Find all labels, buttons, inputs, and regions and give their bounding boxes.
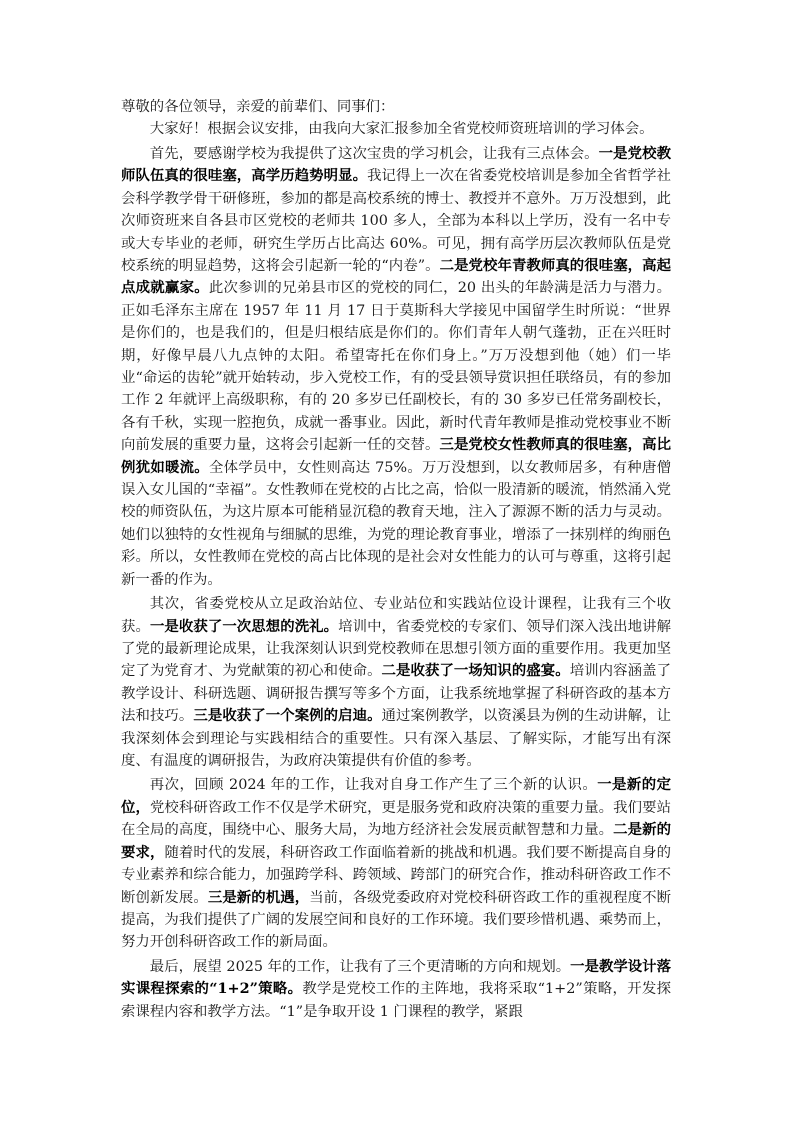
paragraph-text: 培训内容涵盖了教学设计、科研选题、调研报告撰写等多个方面，让我系统地掌握了科研咨政的基本方法和技巧。 bbox=[121, 663, 671, 725]
document-page bbox=[121, 96, 671, 1023]
body-paragraph bbox=[121, 956, 671, 1023]
key-point-heading: 三是新的机遇， bbox=[207, 888, 310, 906]
key-point-heading: 二是党校年青教师真的很哇塞，高起点成就赢家。 bbox=[121, 256, 671, 297]
key-point-heading: 一是新的定位， bbox=[121, 776, 671, 816]
paragraph-text: 再次，回顾 2024 年的工作，让我对自身工作产生了三个新的认识。 bbox=[149, 777, 598, 794]
body-paragraph bbox=[121, 593, 671, 772]
paragraph-text: 最后，展望 2025 年的工作，让我有了三个更清晰的方向和规划。 bbox=[149, 958, 571, 975]
body-paragraph bbox=[121, 774, 671, 953]
paragraph-text: 培训中，省委党校的专家们、领导们深入浅出地讲解了党的最新理论成果，让我深刻认识到党校教师在思想引领方面的重要作用。我更加坚定了为党育才、为党献策的初心和使命。 bbox=[121, 618, 671, 680]
paragraph-text: 其次，省委党校从立足政治站位、专业站位和实践站位设计课程，让我有三个收获。 bbox=[121, 596, 671, 635]
paragraph-text: 当前，各级党委政府对党校科研咨政工作的重视程度不断提高，为我们提供了广阔的发展空间和良好的工作环境。我们要珍惜机遇、乘势而上，努力开创科研咨政工作的新局面。 bbox=[121, 889, 671, 951]
paragraph-text: 首先，要感谢学校为我提供了这次宝贵的学习机会，让我有三点体会。 bbox=[149, 145, 599, 162]
paragraph-text: 大家好！根据会议安排，由我向大家汇报参加全省党校师资班培训的学习体会。 bbox=[149, 121, 654, 138]
paragraph-text: 教学是党校工作的主阵地，我将采取“1+2”策略，开发探索课程内容和教学方法。“1”是争取开设 1 门课程的教学，紧跟 bbox=[121, 981, 672, 1020]
key-point-heading: 三是收获了一个案例的启迪。 bbox=[193, 707, 382, 725]
key-point-heading: 二是收获了一场知识的盛宴。 bbox=[381, 662, 570, 680]
paragraph-text: 此次参训的兄弟县市区的党校的同仁，20 出头的年龄满是活力与潜力。正如毛泽东主席在 1957 年 11 月 17 日于莫斯科大学接见中国留学生时所说：“世界是你们的，也是我们的，但是归根结底是你们的。你们青年人朝气蓬勃，正在兴旺时期，好像早晨八九点钟的太阳。希望寄托在你们身上。”万万没想到他（她）们一毕业“命运的齿轮”就开始转动，步入党校工作，有的受县领导赏识担任联络员，有的参加工作 2 年就评上高级职称，有的 20 多岁已任副校长，有的 30 多岁已任常务副校长，各有千秋，实现一腔抱负，成就一番事业。因此，新时代青年教师是推动党校事业不断向前发展的重要力量，这将会引起新一任的交替。 bbox=[121, 280, 671, 454]
body-paragraph bbox=[121, 143, 671, 591]
body-paragraph bbox=[121, 118, 671, 140]
paragraph-text: 党校科研咨政工作不仅是学术研究，更是服务党和政府决策的重要力量。我们要站在全局的高度，围绕中心、服务大局，为地方经济社会发展贡献智慧和力量。 bbox=[121, 799, 671, 839]
salutation-line: 尊敬的各位领导，亲爱的前辈们、同事们： bbox=[121, 99, 395, 115]
paragraph-text: 随着时代的发展，科研咨政工作面临着新的挑战和机遇。我们要不断提高自身的专业素养和综合能力，加强跨学科、跨领域、跨部门的研究合作，推动科研咨政工作不断创新发展。 bbox=[121, 844, 671, 906]
key-point-heading: 一是党校教师队伍真的很哇塞，高学历趋势明显。 bbox=[121, 144, 671, 185]
paragraph-text: 全体学员中，女性则高达 75%。万万没想到，以女教师居多，有种唐僧误入女儿国的“幸福”。女性教师在党校的占比之高，恰似一股清新的暖流，悄然涌入党校的师资队伍，为这片原本可能稍显沉稳的教育天地，注入了源源不断的活力与灵动。她们以独特的女性视角与细腻的思维，为党的理论教育事业，增添了一抹别样的绚丽色彩。所以，女性教师在党校的高占比体现的是社会对女性能力的认可与尊重，这将引起新一番的作为。 bbox=[121, 459, 671, 588]
key-point-heading: 一是收获了一次思想的洗礼。 bbox=[149, 617, 339, 635]
paragraph-text: 我记得上一次在省委党校培训是参加全省哲学社会科学教学骨干研修班，参加的都是高校系统的博士、教授并不意外。万万没想到，此次师资班来自各县市区党校的老师共 100 多人，全部为本科以上学历，没有一名中专或大专毕业的老师，研究生学历占比高达 60%。可见，拥有高学历层次教师队伍是党校系统的明显趋势，这将会引起新一轮的“内卷”。 bbox=[121, 168, 671, 274]
paragraph-text: 通过案例教学，以资溪县为例的生动讲解，让我深刻体会到理论与实践相结合的重要性。只有深入基层、了解实际，才能写出有深度、有温度的调研报告，为政府决策提供有价值的参考。 bbox=[121, 708, 671, 769]
key-point-heading: 二是新的要求， bbox=[121, 821, 671, 861]
key-point-heading: 一是教学设计落实课程探索的“1+2”策略。 bbox=[121, 957, 671, 998]
key-point-heading: 三是党校女性教师真的很哇塞，高比例犹如暖流。 bbox=[121, 436, 671, 476]
document-body bbox=[121, 118, 671, 1023]
